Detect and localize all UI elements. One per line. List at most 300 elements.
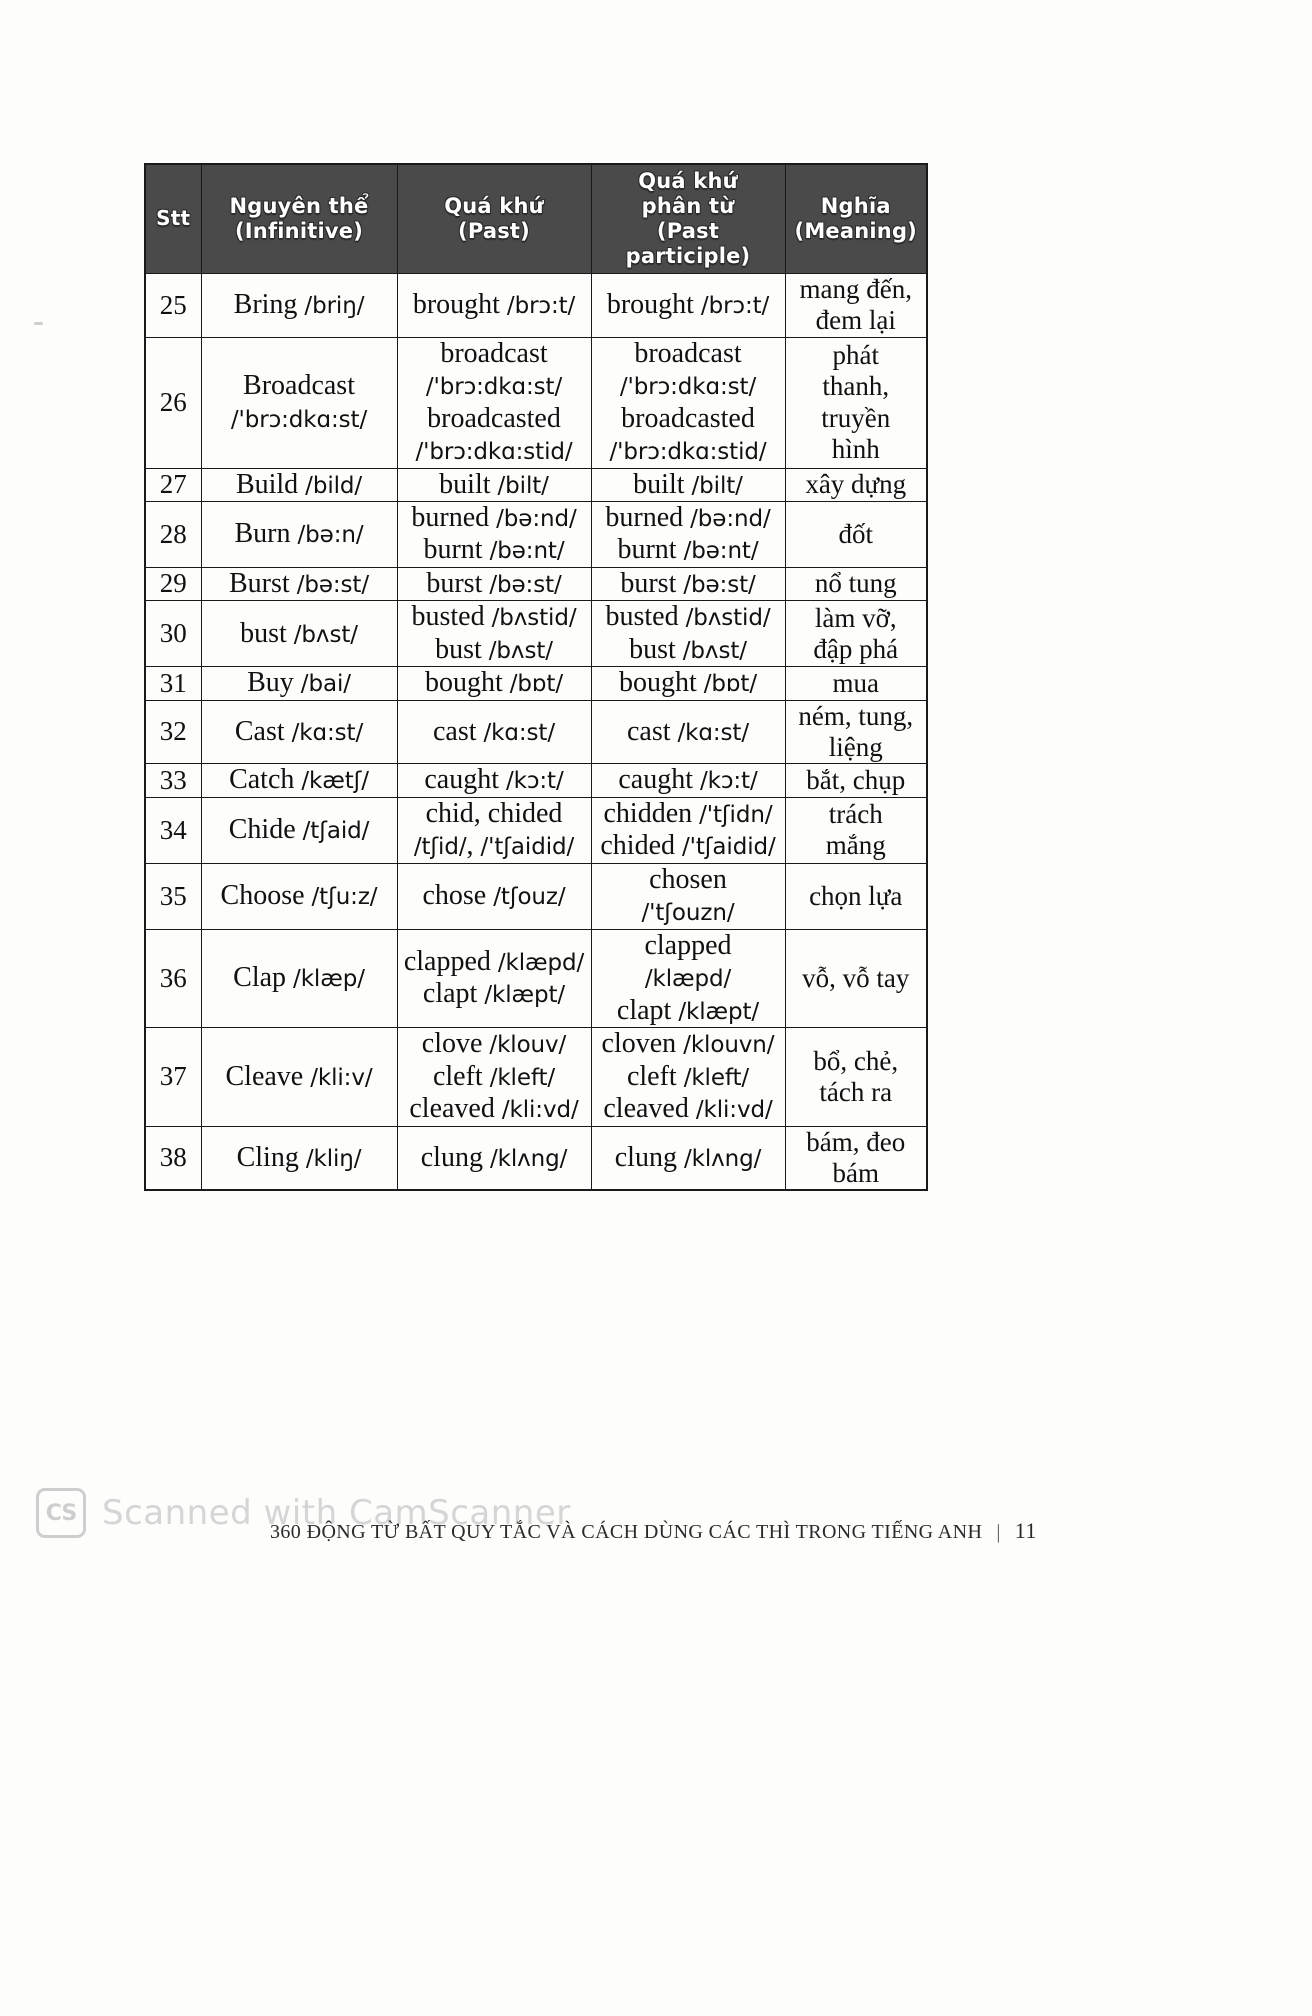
page-footer: [270, 1518, 1037, 1544]
ipa-transcription: /bə:nd/: [690, 505, 771, 532]
ipa-transcription: /brɔ:t/: [700, 293, 770, 320]
cell-stt: 27: [145, 468, 201, 501]
verb-word: bust: [629, 633, 683, 665]
cell-past-participle: [591, 863, 785, 929]
verb-word: caught: [424, 764, 506, 796]
cell-past: [397, 337, 591, 468]
cell-meaning-lines: [786, 274, 927, 337]
text-line: [398, 946, 591, 978]
cell-past-participle-lines: [592, 338, 785, 468]
verb-word: clapped: [644, 929, 732, 961]
cell-meaning-lines: [786, 469, 927, 500]
table-row: [145, 567, 927, 600]
column-header-past: [397, 164, 591, 274]
ipa-transcription: /kli:v/: [310, 1064, 373, 1091]
cell-past-participle: [591, 501, 785, 567]
cell-infinitive: [201, 337, 397, 468]
cell-meaning-lines: [786, 799, 927, 862]
verb-word: Buy: [247, 667, 301, 699]
verb-word: bust: [435, 633, 489, 665]
cell-infinitive-lines: [202, 764, 397, 796]
verb-word: đốt: [838, 518, 873, 549]
text-line: [398, 1061, 591, 1093]
text-line: [592, 568, 785, 600]
ipa-transcription: /kɑ:st/: [291, 719, 364, 746]
text-line: [202, 1142, 397, 1174]
cell-past-lines: [398, 1142, 591, 1174]
text-line: [592, 930, 785, 962]
cell-infinitive: [201, 501, 397, 567]
cell-meaning: [785, 700, 927, 764]
ipa-transcription: /kætʃ/: [301, 768, 369, 795]
cell-past-lines: [398, 716, 591, 748]
verb-word: cleft: [626, 1060, 684, 1092]
table-row: [145, 863, 927, 929]
cell-past-participle: [591, 274, 785, 338]
text-line: [592, 403, 785, 435]
verb-word: tách ra: [819, 1076, 893, 1107]
column-header-infinitive: [201, 164, 397, 274]
text-line: [592, 601, 785, 633]
cell-infinitive-lines: [202, 469, 397, 501]
verb-word: busted: [411, 601, 492, 633]
ipa-transcription: /kɑ:st/: [483, 719, 555, 746]
cell-past-participle: [591, 667, 785, 700]
cell-past-participle-lines: [592, 667, 785, 699]
table-row: [145, 667, 927, 700]
cell-stt: 32: [145, 700, 201, 764]
ipa-transcription: /klouvn/: [683, 1032, 775, 1059]
text-line: [592, 864, 785, 896]
cell-meaning: [785, 797, 927, 863]
text-line: [786, 434, 927, 465]
text-line: [786, 1158, 927, 1189]
text-line: [202, 814, 397, 846]
text-line: [398, 469, 591, 501]
cell-infinitive-lines: [202, 962, 397, 994]
cell-infinitive: [201, 797, 397, 863]
verb-word: burned: [605, 501, 691, 533]
cell-past-lines: [398, 667, 591, 699]
ipa-transcription: /tʃouz/: [493, 884, 566, 911]
verb-word: Cast: [234, 715, 292, 747]
verb-word: Cling: [236, 1141, 306, 1173]
text-line: [592, 962, 785, 994]
verb-word: built: [439, 468, 498, 500]
text-line: [592, 534, 785, 566]
verb-word: Catch: [229, 764, 302, 796]
cell-past-lines: [398, 798, 591, 863]
cell-meaning-lines: [786, 963, 927, 994]
table-row: [145, 929, 927, 1027]
column-header-pp-line2: phân từ: [641, 194, 735, 219]
text-line: [786, 701, 927, 732]
verb-word: cloven: [601, 1028, 684, 1060]
text-line: [592, 469, 785, 501]
cell-past-participle: [591, 929, 785, 1027]
cell-infinitive: [201, 567, 397, 600]
footer-book-title: 360 ĐỘNG TỪ BẤT QUY TẮC VÀ CÁCH DÙNG CÁC THÌ TRONG TIẾNG ANH: [270, 1521, 983, 1543]
ipa-transcription: /bild/: [305, 472, 363, 499]
text-line: [592, 764, 785, 796]
verb-word: Bring: [233, 289, 305, 321]
cell-infinitive-lines: [202, 518, 397, 550]
cell-past-lines: [398, 601, 591, 666]
text-line: [398, 667, 591, 699]
cell-infinitive-lines: [202, 289, 397, 321]
table-header: [145, 164, 927, 274]
text-line: [398, 435, 591, 467]
cell-past-participle: [591, 567, 785, 600]
verb-word: clung: [420, 1141, 490, 1173]
cell-meaning: [785, 501, 927, 567]
text-line: [786, 305, 927, 336]
ipa-transcription: /bai/: [300, 671, 351, 698]
verb-word: clung: [614, 1141, 684, 1173]
cell-infinitive-lines: [202, 814, 397, 846]
ipa-transcription: /klʌng/: [683, 1145, 762, 1172]
verb-word: ,: [466, 830, 481, 862]
text-line: [202, 667, 397, 699]
text-line: [398, 1142, 591, 1174]
cell-past-lines: [398, 289, 591, 321]
cell-stt: 31: [145, 667, 201, 700]
column-header-past-participle: [591, 164, 785, 274]
text-line: [592, 995, 785, 1027]
cell-past-participle-lines: [592, 1142, 785, 1174]
verb-word: caught: [618, 764, 700, 796]
verb-word: liệng: [828, 732, 883, 763]
ipa-transcription: /kli:vd/: [501, 1097, 579, 1124]
text-line: [398, 403, 591, 435]
verb-word: Broadcast: [243, 370, 355, 402]
verb-word: chidden: [603, 797, 700, 829]
cell-past-participle: [591, 797, 785, 863]
text-line: [786, 634, 927, 665]
text-line: [202, 962, 397, 994]
verb-word: cleft: [432, 1060, 490, 1092]
table-row: [145, 1028, 927, 1126]
cell-meaning: [785, 567, 927, 600]
verb-word: Burn: [234, 518, 298, 550]
cell-past-participle: [591, 764, 785, 797]
table-row: [145, 1126, 927, 1190]
verb-word: trách: [828, 799, 883, 830]
cell-past-participle-lines: [592, 764, 785, 796]
column-header-past-line1: Quá khứ: [444, 194, 544, 219]
cell-meaning-lines: [786, 519, 927, 550]
cell-stt: 25: [145, 274, 201, 338]
ipa-transcription: /bʌst/: [293, 621, 358, 648]
text-line: [398, 370, 591, 402]
text-line: [786, 403, 927, 434]
cell-past-participle-lines: [592, 502, 785, 567]
ipa-transcription: /bɒt/: [509, 671, 563, 698]
ipa-transcription: /kɑ:st/: [677, 719, 749, 746]
ipa-transcription: /brɔ:t/: [506, 293, 576, 320]
ipa-transcription: /bɒt/: [703, 671, 757, 698]
cell-past-participle: [591, 337, 785, 468]
verb-word: Choose: [220, 880, 312, 912]
text-line: [592, 830, 785, 862]
cell-past-lines: [398, 880, 591, 912]
cell-stt: 33: [145, 764, 201, 797]
ipa-transcription: /'brɔ:dkɑ:st/: [619, 374, 757, 401]
text-line: [786, 371, 927, 402]
text-line: [202, 764, 397, 796]
verb-word: ném, tung,: [798, 700, 914, 731]
cell-infinitive-lines: [202, 370, 397, 435]
text-line: [398, 830, 591, 862]
ipa-transcription: /'tʃaidid/: [480, 834, 575, 861]
ipa-transcription: /kliŋ/: [305, 1145, 362, 1172]
cell-past: [397, 700, 591, 764]
cell-stt: 38: [145, 1126, 201, 1190]
ipa-transcription: /bə:nt/: [489, 538, 565, 565]
ipa-transcription: /klæpt/: [678, 998, 760, 1025]
verb-word: mang đến,: [799, 274, 912, 304]
cell-meaning-lines: [786, 668, 927, 699]
column-header-past-line2: (Past): [458, 219, 530, 243]
verb-word: Clap: [233, 962, 294, 994]
verb-word: đập phá: [813, 633, 899, 664]
ipa-transcription: /briŋ/: [304, 293, 365, 320]
cell-infinitive-lines: [202, 667, 397, 699]
table-row: [145, 468, 927, 501]
verb-word: burnt: [423, 534, 490, 566]
verb-word: mua: [832, 667, 879, 698]
cell-meaning-lines: [786, 568, 927, 599]
text-line: [398, 289, 591, 321]
verb-word: bought: [619, 667, 704, 699]
ipa-transcription: /kleft/: [683, 1064, 750, 1091]
ipa-transcription: /'tʃouzn/: [641, 900, 735, 927]
text-line: [202, 289, 397, 321]
cell-past-participle-lines: [592, 864, 785, 929]
text-line: [786, 963, 927, 994]
verb-word: mắng: [825, 830, 886, 861]
text-line: [786, 274, 927, 305]
verb-word: thanh,: [822, 371, 890, 402]
ipa-transcription: /kɔ:t/: [700, 768, 758, 795]
text-line: [398, 502, 591, 534]
text-line: [592, 338, 785, 370]
cell-past-lines: [398, 338, 591, 468]
text-line: [398, 880, 591, 912]
verb-word: brought: [412, 289, 507, 321]
text-line: [398, 338, 591, 370]
cell-past-participle: [591, 601, 785, 667]
cell-past-participle-lines: [592, 469, 785, 501]
cell-stt: 26: [145, 337, 201, 468]
verb-word: chid, chided: [425, 797, 563, 829]
column-header-meaning-line1: Nghĩa: [820, 194, 891, 219]
cell-meaning: [785, 1126, 927, 1190]
camscanner-watermark-text: Scanned with CamScanner: [102, 1493, 571, 1533]
text-line: [786, 1046, 927, 1077]
cell-infinitive: [201, 929, 397, 1027]
cell-past: [397, 667, 591, 700]
verb-word: cast: [433, 715, 484, 747]
cell-meaning: [785, 1028, 927, 1126]
text-line: [592, 634, 785, 666]
cell-meaning-lines: [786, 1046, 927, 1109]
ipa-transcription: /klæpt/: [484, 982, 566, 1009]
text-line: [202, 716, 397, 748]
ipa-transcription: /bʌstid/: [491, 605, 577, 632]
camscanner-logo-icon: CS: [36, 1488, 86, 1538]
verb-word: Build: [235, 468, 306, 500]
text-line: [202, 880, 397, 912]
text-line: [592, 716, 785, 748]
cell-infinitive-lines: [202, 880, 397, 912]
ipa-transcription: /bilt/: [497, 472, 549, 499]
cell-infinitive: [201, 764, 397, 797]
table-row: [145, 700, 927, 764]
ipa-transcription: /bə:n/: [297, 522, 364, 549]
cell-infinitive: [201, 1028, 397, 1126]
cell-infinitive: [201, 863, 397, 929]
verb-word: burst: [426, 567, 490, 599]
cell-infinitive-lines: [202, 716, 397, 748]
verb-word: burned: [411, 501, 497, 533]
cell-past-participle: [591, 1028, 785, 1126]
column-header-pp-line1: Quá khứ: [638, 169, 738, 194]
ipa-transcription: /tʃid/: [413, 834, 467, 861]
cell-meaning: [785, 274, 927, 338]
cell-infinitive-lines: [202, 1061, 397, 1093]
text-line: [398, 1028, 591, 1060]
cell-past: [397, 764, 591, 797]
ipa-transcription: /bə:st/: [296, 571, 369, 598]
text-line: [398, 1093, 591, 1125]
text-line: [398, 764, 591, 796]
text-line: [592, 798, 785, 830]
ipa-transcription: /tʃaid/: [302, 818, 370, 845]
cell-meaning: [785, 468, 927, 501]
verb-word: xây dựng: [805, 469, 907, 500]
cell-past-participle-lines: [592, 568, 785, 600]
ipa-transcription: /bə:st/: [489, 571, 562, 598]
table-row: [145, 337, 927, 468]
verb-word: burnt: [617, 534, 684, 566]
cell-stt: 36: [145, 929, 201, 1027]
cell-past: [397, 1028, 591, 1126]
table-header-row: [145, 164, 927, 274]
verb-word: nổ tung: [814, 568, 897, 599]
verb-word: bắt, chụp: [806, 764, 906, 795]
verb-word: clapt: [422, 978, 485, 1010]
verb-word: busted: [605, 601, 686, 633]
text-line: [592, 1028, 785, 1060]
cell-infinitive: [201, 274, 397, 338]
cell-past-lines: [398, 469, 591, 501]
verb-word: đem lại: [815, 305, 896, 336]
cell-past: [397, 501, 591, 567]
footer-page-number: 11: [1014, 1518, 1037, 1543]
text-line: [592, 435, 785, 467]
column-header-meaning: [785, 164, 927, 274]
cell-stt: 28: [145, 501, 201, 567]
ipa-transcription: /bʌstid/: [685, 605, 771, 632]
cell-past-lines: [398, 946, 591, 1011]
ipa-transcription: /bə:st/: [683, 571, 756, 598]
verb-word: Burst: [229, 567, 297, 599]
cell-meaning: [785, 667, 927, 700]
cell-meaning: [785, 764, 927, 797]
cell-past-participle-lines: [592, 289, 785, 321]
text-line: [398, 716, 591, 748]
cell-past-participle: [591, 468, 785, 501]
cell-past-participle-lines: [592, 1028, 785, 1125]
ipa-transcription: /bʌst/: [488, 637, 553, 664]
cell-past-participle-lines: [592, 798, 785, 863]
text-line: [592, 896, 785, 928]
cell-past-participle: [591, 1126, 785, 1190]
ipa-transcription: /'brɔ:dkɑ:stid/: [415, 439, 573, 466]
irregular-verbs-table: [144, 163, 928, 1191]
verb-word: làm vỡ,: [814, 602, 897, 633]
verb-word: chided: [600, 830, 682, 862]
cell-infinitive-lines: [202, 568, 397, 600]
verb-word: bought: [425, 667, 510, 699]
ipa-transcription: /bʌst/: [682, 637, 747, 664]
cell-meaning: [785, 337, 927, 468]
cell-past-lines: [398, 568, 591, 600]
cell-stt: 30: [145, 601, 201, 667]
irregular-verbs-table-container: [144, 163, 926, 1191]
cell-stt: 29: [145, 567, 201, 600]
scan-speck: [34, 322, 43, 325]
table-row: [145, 764, 927, 797]
verb-word: chose: [422, 880, 494, 912]
text-line: [786, 732, 927, 763]
text-line: [786, 1127, 927, 1158]
text-line: [786, 668, 927, 699]
text-line: [786, 765, 927, 796]
ipa-transcription: /kleft/: [489, 1064, 556, 1091]
cell-meaning: [785, 863, 927, 929]
cell-past-participle-lines: [592, 930, 785, 1027]
text-line: [592, 1093, 785, 1125]
verb-word: broadcast: [440, 337, 548, 369]
cell-meaning-lines: [786, 340, 927, 465]
ipa-transcription: /klouv/: [489, 1032, 567, 1059]
text-line: [786, 1077, 927, 1108]
table-row: [145, 601, 927, 667]
verb-word: bám: [832, 1157, 879, 1188]
verb-word: burst: [620, 567, 684, 599]
ipa-transcription: /bilt/: [691, 472, 743, 499]
verb-word: brought: [606, 289, 701, 321]
text-line: [786, 830, 927, 861]
column-header-infinitive-line1: Nguyên thể: [229, 194, 369, 219]
cell-past-participle: [591, 700, 785, 764]
cell-past: [397, 863, 591, 929]
text-line: [786, 340, 927, 371]
table-row: [145, 501, 927, 567]
verb-word: bổ, chẻ,: [813, 1045, 899, 1076]
verb-word: Cleave: [225, 1060, 311, 1092]
text-line: [786, 469, 927, 500]
text-line: [202, 618, 397, 650]
column-header-infinitive-line2: (Infinitive): [234, 219, 363, 243]
ipa-transcription: /klæpd/: [497, 949, 585, 976]
cell-infinitive: [201, 1126, 397, 1190]
text-line: [786, 519, 927, 550]
ipa-transcription: /'tʃaidid/: [682, 834, 776, 861]
text-line: [592, 502, 785, 534]
